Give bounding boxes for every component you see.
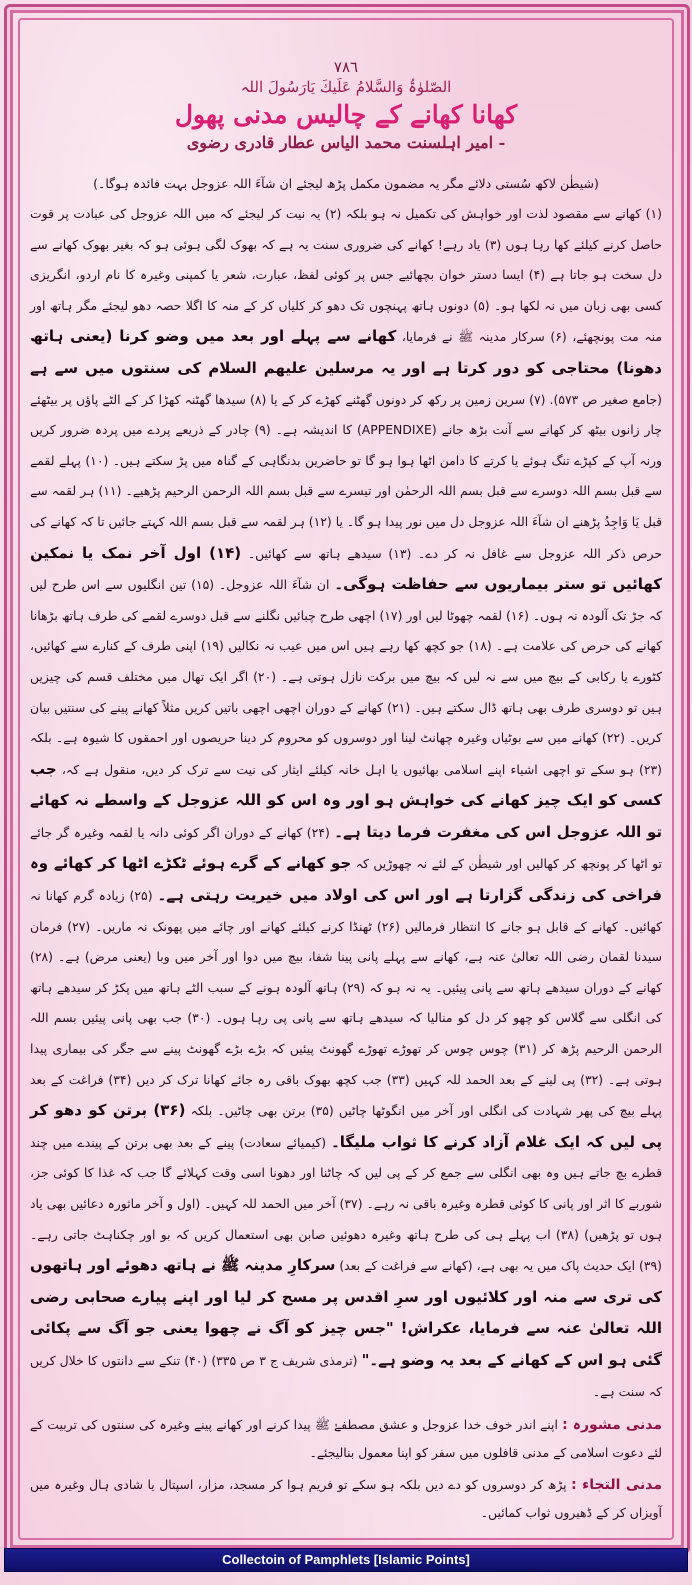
text-segment: (۲۵) زیادہ گرم کھانا نہ کھائیں۔ کھانے کے قابل ہو جانے کا انتظار فرمالیں (۲۶) ٹھنڈا کرنے کیلئے کھانے اور چائے میں پھونک نہ ماریں۔ (۲۷) فرمان سیدنا لقمان رضی اللہ تعالیٰ عنہ ہے، کھانے سے پہلے پانی پینا شفا، بیچ میں دوا اور آخر میں وبا (یعنی مرض) ہے۔ (۲۸) کھانے کے دوران سیدھے ہاتھ سے پانی پیئیں۔ یہ نہ ہو کہ (۲۹) ہاتھ آلودہ ہونے کے سبب الٹے ہاتھ میں پکڑ کر سیدھے ہاتھ کی انگلی سے گلاس کو چھو کر دل کو منالیا کہ سیدھے ہاتھ سے پانی پی رہا ہوں۔ (۳۰) جب بھی پانی پیئیں بسم اللہ الرحمن الرحیم پڑھ کر (۳۱) چوس چوس کر تھوڑے تھوڑے گھونٹ پیئیں کہ بڑے بڑے گھونٹ پینے سے جگر کی بیماری پیدا ہوتی ہے۔ (۳۲) پی لینے کے بعد الحمد للہ کہیں (۳۳) جب کچھ بھوک باقی رہ جائے کھانا ترک کر دیں (۳۴) فراغت کے بعد پہلے بیچ کی پھر شہادت کی انگلی اور آخر میں انگوٹھا چاٹیں (۳۵) برتن بھی چاٹیں۔ بلکہ (30, 888, 663, 1119)
emphasized-text: (۱۴) اول آخر نمک یا نمکین کھائیں تو ستر بیماریوں سے حفاظت ہوگی۔ (30, 543, 662, 594)
text-segment: (ترمذی شریف ج ۳ ص ۳۳۵) (۴۰) تنکے سے دانتوں کا خلال کریں کہ سنت ہے۔ (30, 1352, 662, 1399)
author-line: - امیر اہلسنت محمد الیاس عطار قادری رضوی (186, 133, 506, 152)
advice-label: مدنی مشورہ : (562, 1417, 662, 1434)
footer-caption: Collectoin of Pamphlets [Islamic Points] (222, 1552, 470, 1567)
text-segment: (۲۴) کھانے کے دوران اگر کوئی دانہ یا لقمہ وغیرہ گر جائے تو اٹھا کر پونچھ کر کھالیں اور شیطٰن کے لئے نہ چھوڑیں کہ (30, 824, 662, 872)
advice-text: اپنے اندر خوف خدا عزوجل و عشق مصطفےٰ ﷺ پیدا کرنے اور کھانے پینے وغیرہ کی سنتوں کی تربیت کے لئے دعوت اسلامی کے مدنی قافلوں میں سفر کو اپنا معمول بنالیجئے۔ (30, 1417, 662, 1461)
appeal-text: پڑھ کر دوسروں کو دے دیں بلکہ ہو سکے تو فریم ہوا کر مسجد، مزار، اسپتال یا شادی ہال وغیرہ میں آویزاں کر کے ڈھیروں ثواب کمائیں۔ (30, 1477, 662, 1521)
pamphlet-content (30, 58, 662, 1527)
page-title: کھانا کھانے کے چالیس مدنی پھول (174, 100, 518, 129)
appeal-label: مدنی التجاء : (571, 1477, 662, 1494)
text-segment: (جامع صغیر ص ۵۷۳). (۷) سرین زمین پر رکھ کر دونوں گھٹنے کھڑے کر کے یا (۸) سیدھا گھٹنہ کھڑا کر کے الٹے پاؤں پر بیٹھئے چار زانوں بیٹھ کر کھانے سے آنت بڑھ جانے (APPENDIXE) کا اندیشہ ہے۔ (۹) چادر کے ذریعے پردے میں پردہ ضرور کریں ورنہ آپ کے کپڑے تنگ ہوئے یا کرتے کا دامن اٹھا ہوا ہو گا تو حاضرین بدنگاہی کے گناہ میں پڑ سکتے ہیں۔ (۱۰) پہلے لقمے سے قبل بسم اللہ دوسرے سے قبل بسم اللہ الرحمٰن اور تیسرے سے قبل بسم اللہ الرحمن الرحیم پڑھیے۔ (۱۱) ہر لقمہ سے قبل یَا وَاجِدُ پڑھنے ان شآءَ اللہ عزوجل دل میں نور پیدا ہو گا۔ یا (۱۲) ہر لقمہ سے قبل بسم اللہ کہتے جائیں تا کہ کھانے کی حرص ذکر اللہ عزوجل سے غافل نہ کر دے۔ (۱۳) سیدھے ہاتھ سے کھائیں۔ (30, 391, 663, 561)
text-segment: ان شآءَ اللہ عزوجل۔ (۱۵) تین انگلیوں سے اس طرح لیں کہ جڑ تک آلودہ نہ ہوں۔ (۱۶) لقمہ چھوٹا لیں اور (۱۷) اچھی طرح چبائیں نگلنے سے قبل دوسرے لقمے کی طرف ہاتھ بڑھانا کھانے کی حرص کی علامت ہے۔ (۱۸) جو کچھ کھا رہے ہیں اس میں عیب نہ نکالیں (۱۹) اپنی طرف کے کنارے سے کھائیں، کٹورے یا رکابی کے بیچ میں سے نہ لیں کہ بیچ میں برکت نازل ہوتی ہے۔ (۲۰) اگر ایک تھال میں مختلف قسم کی چیزیں ہیں تو دوسری طرف بھی ہاتھ ڈال سکتے ہیں۔ (۲۱) کھانے کے دوران اچھی اچھی باتیں کریں مثلاً کھانے پینے کی سنتیں بیان کریں۔ (۲۲) کھانے میں سے بوٹیاں وغیرہ چھانٹ لینا اور دوسروں کو محروم کر دینا حریصوں اور احمقوں کا شیوہ ہے۔ بلکہ (۲۳) ہو سکے تو اچھی اشیاء اپنے اسلامی بھائیوں یا اہل خانہ کیلئے ایثار کی نیت سے ترک کر دیں، منقول ہے کہ، (30, 577, 663, 777)
madani-advice (30, 1411, 662, 1467)
text-segment: (کیمیائے سعادت) پینے کے بعد بھی برتن کے پیندے میں چند قطرے بچ جاتے ہیں وہ بھی انگلی سے جمع کر کے پی لیں کہ چاٹنا اور دھونا اسی وقت کہلائے گا جب کہ غذا کا کوئی جز، شوربے کا اثر اور پانی کا کوئی قطرہ وغیرہ باقی نہ رہے۔ (۳۷) آخر میں الحمد للہ کہیں۔ (اول و آخر ماثورہ دعائیں بھی یاد ہوں تو پڑھیں) (۳۸) اب پہلے ہی کی طرح ہاتھ وغیرہ دھوئیں صابن بھی استعمال کریں کہ بو اور چکناہٹ جاتی رہے۔ (۳۹) ایک حدیث پاک میں یہ بھی ہے، (کھانے سے فراغت کے بعد) (30, 1134, 663, 1274)
text-segment: (۱) کھانے سے مقصود لذت اور خواہش کی تکمیل نہ ہو بلکہ (۲) یہ نیت کر لیجئے کہ میں اللہ عزوجل کی عبادت پر قوت حاصل کرنے کیلئے کھا رہا ہوں (۳) یاد رہے! کھانے کی ضروری سنت یہ ہے کہ بھوک لگی ہوئی ہو کہ بغیر بھوک کھانے سے دل سخت ہو جاتا ہے (۴) ایسا دستر خوان بچھائیے جس پر کوئی لفظ، عبارت، شعر یا کمپنی وغیرہ کا نام اردو، انگریزی کسی بھی زبان میں نہ لکھا ہو۔ (۵) دونوں ہاتھ پہنچوں تک دھو کر کلیاں کر کے منہ کا اگلا حصہ دھو لیجئے مگر ہاتھ اور منہ مت پونچھئے، (۶) سرکار مدینہ ﷺ نے فرمایا، (30, 206, 662, 345)
salutation-line: الصّلوٰۃُ وَالسَّلامُ عَلَیكَ یَارَسُولَ اللہ (240, 78, 452, 96)
madani-appeal (30, 1471, 662, 1527)
emphasized-text: (۳۶) برتن کو دھو کر پی لیں کہ ایک غلام آزاد کرنے کا ثواب ملیگا۔ (30, 1101, 663, 1151)
main-text (30, 199, 662, 1407)
emphasized-text: کھانے سے پہلے اور بعد میں وضو کرنا (یعنی ہاتھ دھونا) محتاجی کو دور کرتا ہے اور یہ مرسلین علیھم السلام کی سنتوں میں سے ہے (30, 327, 662, 377)
emphasized-text: جب کسی کو ایک چیز کھانے کی خواہش ہو اور وہ اس کو اللہ عزوجل کے واسطے نہ کھائے تو اللہ عزوجل اس کی مغفرت فرما دیتا ہے۔ (30, 759, 662, 841)
page-number: ٧٨٦ (333, 58, 359, 76)
emphasized-text: سرکارِ مدینہ ﷺ نے ہاتھ دھوئے اور ہاتھوں کی تری سے منہ اور کلائیوں اور سرِ اقدس پر مسح کر لیا اور اپنے پیارے صحابی رضی اللہ تعالیٰ عنہ سے فرمایا، عکراش! "جس چیز کو آگ نے چھوا یعنی جو آگ سے پکائی گئی ہو اس کے کھانے کے بعد یہ وضو ہے۔" (30, 1256, 662, 1369)
footer-bar (4, 1548, 688, 1572)
emphasized-text: جو کھانے کے گرے ہوئے ٹکڑے اٹھا کر کھائے وہ فراخی کی زندگی گزارتا ہے اور اس کی اولاد میں خیریت رہتی ہے۔ (30, 854, 662, 905)
intro-note: (شیطٰن لاکھ سُستی دلائے مگر یہ مضمون مکمل پڑھ لیجئے ان شآءَ اللہ عزوجل بہت فائدہ ہوگا۔) (93, 176, 599, 191)
